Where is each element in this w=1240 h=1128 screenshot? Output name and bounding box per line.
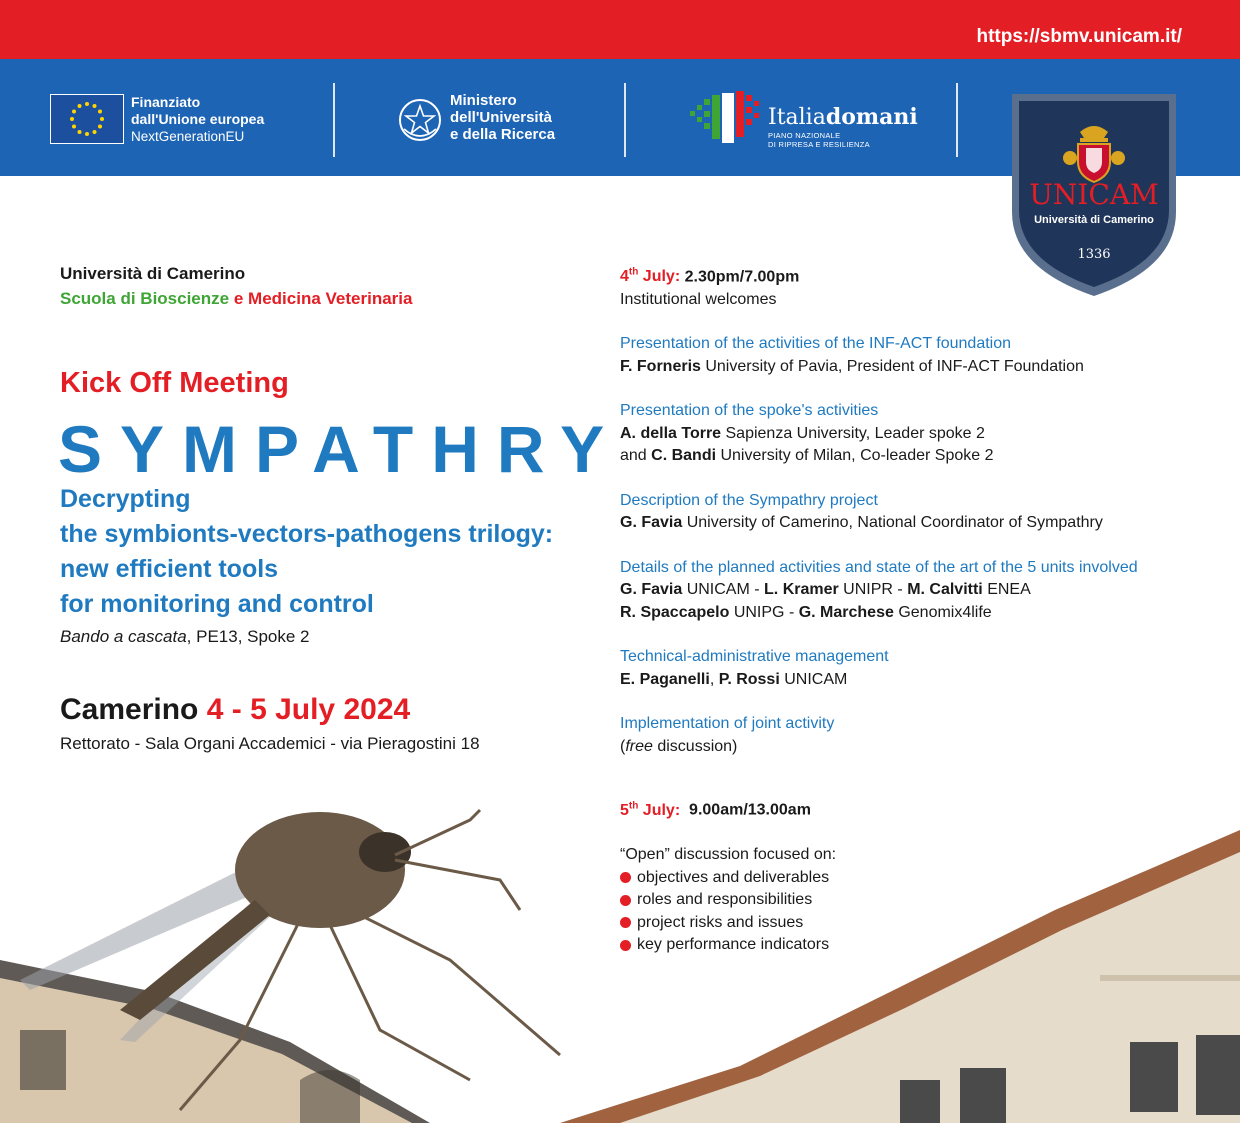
session-heading: Description of the Sympathry project xyxy=(620,491,878,509)
ministry-text: Ministero dell'Università e della Ricerca xyxy=(450,92,556,143)
eu-flag-icon xyxy=(50,94,124,144)
session-speakers: R. Spaccapelo UNIPG - G. Marchese Genomix4life xyxy=(620,603,992,621)
italiadomani-subtitle: PIANO NAZIONALE DI RIPRESA E RESILIENZA xyxy=(768,131,870,149)
event-type: Kick Off Meeting xyxy=(60,367,289,399)
project-subtitle: Decrypting the symbionts-vectors-pathogens trilogy: new efficient tools for monitoring and control xyxy=(60,485,554,618)
day1-heading: 4th July: 2.30pm/7.00pm xyxy=(620,267,800,286)
svg-text:Università di Camerino: Università di Camerino xyxy=(1034,214,1154,226)
left-building-illustration xyxy=(0,960,430,1123)
bullet-item: objectives and deliverables xyxy=(620,867,1200,890)
session-speakers: G. Favia UNICAM - L. Kramer UNIPR - M. Calvitti ENEA xyxy=(620,581,1031,599)
top-banner xyxy=(0,0,1240,59)
session-speakers: F. Forneris University of Pavia, President of INF-ACT Foundation xyxy=(620,357,1084,375)
session-heading: Presentation of the activities of the INF-ACT foundation xyxy=(620,335,1012,353)
funding-call: Bando a cascata, PE13, Spoke 2 xyxy=(60,627,310,646)
session-heading: Technical-administrative management xyxy=(620,648,889,666)
svg-text:UNICAM: UNICAM xyxy=(1029,178,1159,211)
session-heading: Presentation of the spoke's activities xyxy=(620,402,879,420)
logo-separator xyxy=(624,83,626,157)
event-venue: Rettorato - Sala Organi Accademici - via Pieragostini 18 xyxy=(60,734,480,753)
session-speakers: and C. Bandi University of Milan, Co-leader Spoke 2 xyxy=(620,447,994,465)
bullet-item: roles and responsibilities xyxy=(620,889,1200,912)
session-speakers: A. della Torre Sapienza University, Leader spoke 2 xyxy=(620,424,985,442)
open-discussion-intro: “Open” discussion focused on: xyxy=(620,846,837,864)
session-note: (free discussion) xyxy=(620,737,738,755)
bullet-item: key performance indicators xyxy=(620,934,1200,957)
project-title: SYMPATHRY xyxy=(58,412,623,486)
university-name: Università di Camerino xyxy=(60,264,246,283)
right-building-illustration xyxy=(560,830,1240,1123)
session-speakers: G. Favia University of Camerino, National Coordinator of Sympathry xyxy=(620,514,1103,532)
day2-heading: 5th July: 9.00am/13.00am xyxy=(620,800,811,819)
svg-text:1336: 1336 xyxy=(1077,247,1111,262)
italiadomani-title: Italiadomani xyxy=(768,104,918,130)
background-scene xyxy=(0,780,1240,1123)
session-heading: Implementation of joint activity xyxy=(620,715,835,733)
bullet-item: project risks and issues xyxy=(620,912,1200,935)
eu-funding-text: Finanziato dall'Unione europea NextGenerationEU xyxy=(131,94,265,144)
program-item: Institutional welcomes xyxy=(620,290,777,308)
school-name: Scuola di Bioscienze e Medicina Veterinaria xyxy=(60,289,413,308)
session-heading: Details of the planned activities and state of the art of the 5 units involved xyxy=(620,558,1138,576)
website-link[interactable]: https://sbmv.unicam.it/ xyxy=(976,26,1182,47)
logo-separator xyxy=(956,83,958,157)
italiadomani-mark-icon xyxy=(688,85,766,147)
event-location-date: Camerino 4 - 5 July 2024 xyxy=(60,693,411,726)
logo-separator xyxy=(333,83,335,157)
italian-republic-emblem-icon xyxy=(396,95,444,145)
session-speakers: E. Paganelli, P. Rossi UNICAM xyxy=(620,670,848,688)
